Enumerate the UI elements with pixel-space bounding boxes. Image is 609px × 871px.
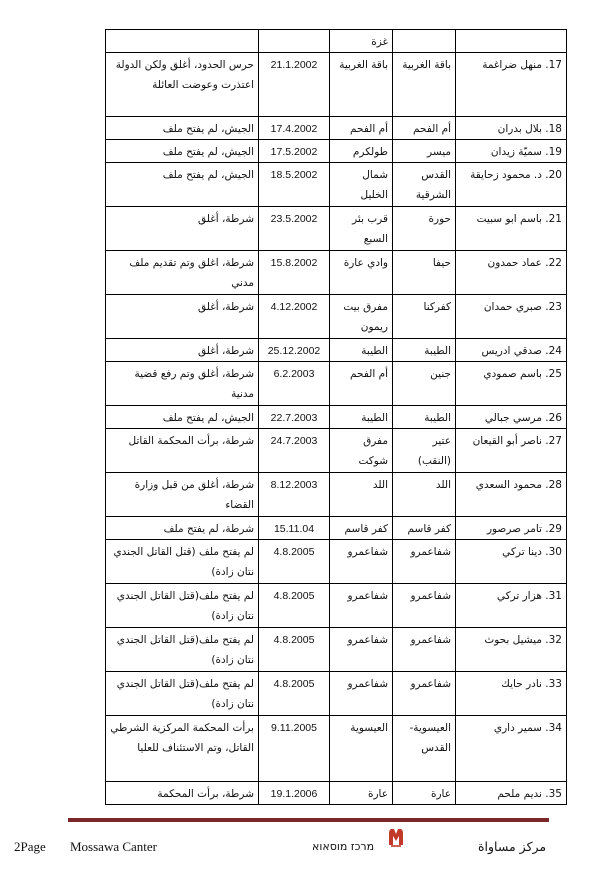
table-row — [106, 362, 567, 406]
cell-incident-location: مفرق شوكت — [330, 429, 393, 473]
cell-date: 9.11.2005 — [259, 716, 330, 782]
table-row — [106, 540, 567, 584]
cell-status: لم يفتح ملف(قتل القاتل الجندي نتان زادة) — [106, 584, 259, 628]
cell-status: لم يفتح ملف(قتل القاتل الجندي نتان زادة) — [106, 628, 259, 672]
cell-name: 34. سمير داري — [456, 716, 567, 782]
org-name-english: Mossawa Canter — [70, 839, 158, 854]
cell-residence: القدس الشرقية — [393, 163, 456, 207]
cell-residence: عتير (النقب) — [393, 429, 456, 473]
cell-name: 23. صبري حمدان — [456, 295, 567, 339]
cell-status: شرطة، أغلق — [106, 295, 259, 339]
cell-status: شرطة، برأت المحكمة القاتل — [106, 429, 259, 473]
cell-incident-location: شفاعمرو — [330, 628, 393, 672]
cell-status — [106, 30, 259, 53]
cell-status: شرطة، اغلق وتم تقديم ملف مدني — [106, 251, 259, 295]
table-row — [106, 517, 567, 540]
table-row — [106, 140, 567, 163]
mossawa-logo-icon — [386, 825, 406, 849]
cell-residence: الطيبة — [393, 406, 456, 429]
table-row — [106, 251, 567, 295]
cell-date: 22.7.2003 — [259, 406, 330, 429]
cell-status: لم يفتح ملف (قتل القاتل الجندي نتان زادة) — [106, 540, 259, 584]
cell-date: 4.8.2005 — [259, 672, 330, 716]
cell-residence: أم الفحم — [393, 117, 456, 140]
cell-name: 24. صدقي ادريس — [456, 339, 567, 362]
cell-date: 15.11.04 — [259, 517, 330, 540]
cell-residence: شفاعمرو — [393, 628, 456, 672]
cell-date — [259, 30, 330, 53]
cell-incident-location: غزة — [330, 30, 393, 53]
cell-status: شرطة، أغلق — [106, 339, 259, 362]
cell-incident-location: الطيبة — [330, 339, 393, 362]
cell-status: الجيش، لم يفتح ملف — [106, 140, 259, 163]
cell-date: 4.8.2005 — [259, 540, 330, 584]
cell-status: شرطة، أغلق من قبل وزارة القضاء — [106, 473, 259, 517]
cell-incident-location: أم الفحم — [330, 362, 393, 406]
cell-incident-location: العيسوية — [330, 716, 393, 782]
cell-name: 28. محمود السعدي — [456, 473, 567, 517]
cell-status: شرطة، برأت المحكمة — [106, 782, 259, 805]
cell-status: الجيش، لم يفتح ملف — [106, 117, 259, 140]
cell-status: شرطة، أغلق — [106, 207, 259, 251]
cell-status: لم يفتح ملف(قتل القاتل الجندي نتان زادة) — [106, 672, 259, 716]
cell-residence: اللد — [393, 473, 456, 517]
cell-residence: باقة الغربية — [393, 53, 456, 117]
cell-date: 19.1.2006 — [259, 782, 330, 805]
table-row — [106, 429, 567, 473]
table-row — [106, 53, 567, 117]
cell-residence: جنين — [393, 362, 456, 406]
table-row — [106, 117, 567, 140]
cell-name: 18. بلال بدران — [456, 117, 567, 140]
cell-incident-location: الطيبة — [330, 406, 393, 429]
cell-name: 30. دينا تركي — [456, 540, 567, 584]
cell-status: الجيش، لم يفتح ملف — [106, 406, 259, 429]
table-row — [106, 672, 567, 716]
cell-name: 29. تامر صرصور — [456, 517, 567, 540]
cell-residence: العيسوية- القدس — [393, 716, 456, 782]
cell-date: 15.8.2002 — [259, 251, 330, 295]
cell-residence: حيفا — [393, 251, 456, 295]
table-row — [106, 628, 567, 672]
cell-status: حرس الحدود، أغلق ولكن الدولة اعتذرت وعوضت العائلة — [106, 53, 259, 117]
victims-table — [105, 29, 567, 805]
cell-date: 6.2.2003 — [259, 362, 330, 406]
cell-name: 25. باسم صمودي — [456, 362, 567, 406]
cell-residence: شفاعمرو — [393, 672, 456, 716]
cell-residence: شفاعمرو — [393, 584, 456, 628]
org-name-arabic: مركز مساواة — [478, 839, 547, 854]
cell-date: 23.5.2002 — [259, 207, 330, 251]
org-name-hebrew: מרכז מוסאוא — [312, 840, 375, 853]
cell-incident-location: شفاعمرو — [330, 672, 393, 716]
table-row — [106, 584, 567, 628]
cell-residence: كفر قاسم — [393, 517, 456, 540]
table-row — [106, 30, 567, 53]
cell-incident-location: أم الفحم — [330, 117, 393, 140]
table-row — [106, 207, 567, 251]
cell-name: 19. سميّة زيدان — [456, 140, 567, 163]
cell-residence: ميسر — [393, 140, 456, 163]
cell-date: 4.8.2005 — [259, 628, 330, 672]
cell-incident-location: شفاعمرو — [330, 540, 393, 584]
table-row — [106, 295, 567, 339]
cell-date: 4.12.2002 — [259, 295, 330, 339]
cell-name: 22. عماد حمدون — [456, 251, 567, 295]
cell-status: برأت المحكمة المركزية الشرطي القاتل، وتم الاستئناف للعليا — [106, 716, 259, 782]
table-row — [106, 473, 567, 517]
cell-date: 4.8.2005 — [259, 584, 330, 628]
footer-divider — [68, 818, 549, 822]
cell-incident-location: مفرق بيت ريمون — [330, 295, 393, 339]
cell-incident-location: عارة — [330, 782, 393, 805]
cell-name: 17. منهل ضراغمة — [456, 53, 567, 117]
table-row — [106, 716, 567, 782]
cell-residence: كفركنا — [393, 295, 456, 339]
cell-residence: شفاعمرو — [393, 540, 456, 584]
cell-incident-location: طولكرم — [330, 140, 393, 163]
cell-residence: عارة — [393, 782, 456, 805]
table-row — [106, 339, 567, 362]
cell-date: 21.1.2002 — [259, 53, 330, 117]
cell-name: 20. د. محمود زحايقة — [456, 163, 567, 207]
cell-date: 24.7.2003 — [259, 429, 330, 473]
cell-name: 32. ميشيل بحوث — [456, 628, 567, 672]
cell-date: 25.12.2002 — [259, 339, 330, 362]
cell-status: شرطة، أغلق وتم رفع قضية مدنية — [106, 362, 259, 406]
cell-incident-location: كفر قاسم — [330, 517, 393, 540]
cell-incident-location: قرب بئر السبع — [330, 207, 393, 251]
cell-date: 18.5.2002 — [259, 163, 330, 207]
cell-incident-location: شفاعمرو — [330, 584, 393, 628]
cell-date: 17.5.2002 — [259, 140, 330, 163]
table-row — [106, 406, 567, 429]
cell-date: 17.4.2002 — [259, 117, 330, 140]
cell-incident-location: باقة الغربية — [330, 53, 393, 117]
table-row — [106, 782, 567, 805]
cell-name: 35. نديم ملحم — [456, 782, 567, 805]
cell-date: 8.12.2003 — [259, 473, 330, 517]
cell-name: 26. مرسي جبالي — [456, 406, 567, 429]
page-number: 2Page — [14, 839, 46, 854]
cell-incident-location: شمال الخليل — [330, 163, 393, 207]
cell-status: الجيش، لم يفتح ملف — [106, 163, 259, 207]
cell-incident-location: اللد — [330, 473, 393, 517]
cell-status: شرطة، لم يفتح ملف — [106, 517, 259, 540]
cell-name — [456, 30, 567, 53]
cell-residence — [393, 30, 456, 53]
cell-name: 27. ناصر أبو القيعان — [456, 429, 567, 473]
cell-name: 31. هزار تركي — [456, 584, 567, 628]
cell-residence: حورة — [393, 207, 456, 251]
cell-incident-location: وادي عارة — [330, 251, 393, 295]
cell-residence: الطيبة — [393, 339, 456, 362]
cell-name: 21. باسم ابو سبيت — [456, 207, 567, 251]
table-row — [106, 163, 567, 207]
cell-name: 33. نادر حايك — [456, 672, 567, 716]
